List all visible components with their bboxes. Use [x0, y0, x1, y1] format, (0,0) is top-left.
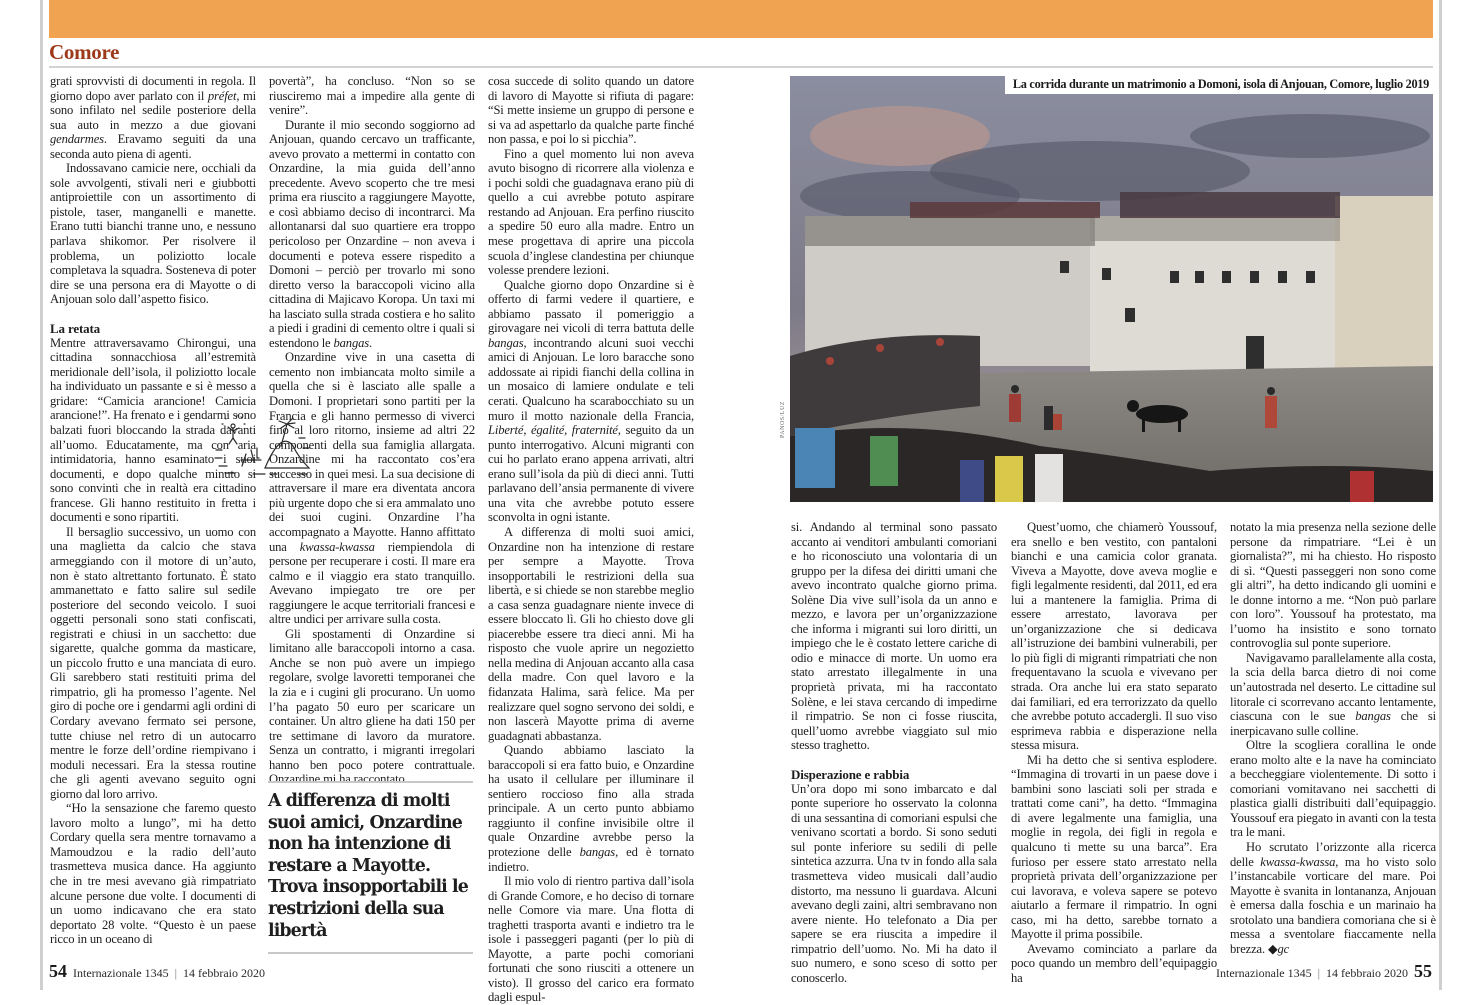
photo-illustration [790, 76, 1433, 502]
page-number: 55 [1414, 961, 1432, 981]
footer-separator: | [174, 966, 178, 980]
paragraph: Quando abbiamo lasciato la baraccopoli si era fatto buio, e Onzardine ha usato il cellulare per illuminare il sentiero roccioso fino alla strada principale. A un certo punto abbiamo raggiunto il confine invisibile oltre il quale Onzardine avrebbe perso la protezione delle bangas, ed è tornato indietro. [488, 743, 694, 874]
paragraph: Navigavamo parallelamente alla costa, la scia della barca dietro di noi come un’autostrada nel deserto. Le cittadine sul litorale ci scorrevano accanto lentamente, ciascuna con le sue bangas che si inerpicavano sulle colline. [1230, 650, 1436, 738]
photo-caption: La corrida durante un matrimonio a Domoni, isola di Anjouan, Comore, luglio 2019 [1005, 76, 1433, 94]
article-column-1 [50, 74, 256, 947]
paragraph: Mentre attraversavamo Chirongui, una cittadina sonnacchiosa all’estremità meridionale dell’isola, il poliziotto locale ha individuato un passante e si è messo a gridare: “Camicia arancione! Camicia arancione!”. Ha frenato e i gendarmi sono balzati fuori bloccando la strada davanti all’uomo. Educatamente, ma con aria intimidatoria, hanno esaminato i suoi documenti, e dopo qualche minuto si sono convinti che in realtà era cittadino francese. Gli hanno restituito in fretta i documenti e sono ripartiti. [50, 335, 256, 525]
paragraph: “Ho la sensazione che faremo questo lavoro molto a lungo”, mi ha detto Cordary quella sera mentre tornavamo a Mamoudzou e la radio dell’auto trasmetteva musica dance. Ha aggiunto che in tre mesi avevano già rimpatriato alcune persone due volte. I documenti di un uomo indicavano che era stato deportato 28 volte. “Questo è un paese ricco in un oceano di [50, 801, 256, 947]
end-diamond-icon: ◆ [1267, 941, 1278, 956]
author-signature: gc [1277, 941, 1290, 956]
page-number: 54 [49, 961, 67, 981]
footer-right [1216, 961, 1432, 982]
page-gutter-rule-right [1439, 0, 1442, 990]
article-column-6 [1230, 520, 1436, 956]
paragraph: cosa succede di solito quando un datore di lavoro di Mayotte si rifiuta di pagare: “Si mette insieme un gruppo di persone e si va ad aspettarlo da qualche parte finché non passa, e poi lo si picchia”. [488, 74, 694, 147]
paragraph: Qualche giorno dopo Onzardine si è offerto di farmi vedere il quartiere, e abbiamo passato il pomeriggio a girovagare nei vicoli di terra battuta delle bangas, incontrando alcuni suoi vecchi amici di Anjouan. Le loro baracche sono addossate ai ripidi fianchi della collina in un mosaico di lamiere ondulate e teli cerati. Qualcuno ha scarabocchiato su un muro il motto nazionale della Francia, Liberté, égalité, fraternité, seguito da un punto interrogativo. Alcuni migranti con cui ho parlato erano appena arrivati, altri erano sull’isola da più di dieci anni. Tutti parlavano dell’ansia permanente di vivere una vita che avrebbe potuto essere sconvolta in ogni istante. [488, 277, 694, 525]
paragraph: Gli spostamenti di Onzardine si limitano alle baraccopoli intorno a casa. Anche se non può avere un impiego regolare, svolge lavoretti temporanei che la zia e i cugini gli procurano. Un uomo l’ha pagato 50 euro per scaricare un container. Un altro gliene ha dati 150 per tre settimane di lavoro da muratore. Senza un contratto, i migranti irregolari hanno ben poco potere contrattuale. Onzardine mi ha raccontato [269, 626, 475, 787]
paragraph: povertà”, ha concluso. “Non so se riusciremo mai a impedire alla gente di venire”. [269, 74, 475, 118]
subheading-la-retata: La retata [50, 320, 101, 336]
paragraph: Fino a quel momento lui non aveva avuto bisogno di ricorrere alla violenza e i pochi soldi che guadagnava erano più di quello a cui avrebbe potuto aspirare restando ad Anjouan. Era perfino riuscito a spedire 50 euro alla madre. Entro un mese progettava di aprire una piccola scuola d’inglese clandestina per chiunque volesse prendere lezioni. [488, 146, 694, 278]
section-title: Comore [49, 40, 120, 64]
paragraph: Il mio volo di rientro partiva dall’isola di Grande Comore, e ho deciso di tornare nelle Comore via mare. Una flotta di traghetti trasporta avanti e indietro tra le isole i passeggeri paganti (per lo più di Mayotte, a parte pochi comoriani fortunati che sono riusciti a ottenere un visto). Il grosso del carico era formato dagli espul- [488, 874, 694, 1005]
article-column-2 [269, 74, 475, 787]
magazine-issue: Internazionale 1345 [1215, 966, 1312, 980]
subheading-disperazione-e-rabbia: Disperazione e rabbia [791, 766, 910, 782]
paragraph: Il bersaglio successivo, un uomo con una maglietta da calcio che stava armeggiando con il motore di un’auto, non è stato altrettanto fortunato. È stato ammanettato e fatto salire sul sedile posteriore del secondo veicolo. I suoi oggetti personali sono stati confiscati, registrati e chiusi in un sacchetto: due sigarette, qualche gomma da masticare, un piccolo frutto e una manciata di euro. Gli sarebbero stati restituiti prima del rimpatrio, gli ha promesso l’agente. Nel giro di poche ore i gendarmi agli ordini di Cordary avevano fermato sei persone, tutte chiuse nel retro di un autocarro mentre le forze dell’ordine riempivano i moduli necessari. Era la stessa routine che gli agenti avevano seguito ogni giorno dal loro arrivo. [50, 524, 256, 801]
article-column-5 [1011, 520, 1217, 986]
paragraph: Oltre la scogliera corallina le onde erano molto alte e la nave ha cominciato a beccheggiare violentemente. Di sotto i comoriani vomitavano nei sacchetti di plastica gialli distribuiti dall’equipaggio. Youssouf era piegato in avanti con la testa tra le mani. [1230, 738, 1436, 840]
paragraph: A differenza di molti suoi amici, Onzardine non ha intenzione di restare per sempre a Mayotte. Trova insopportabili le restrizioni della sua libertà, e si chiede se non starebbe meglio a casa senza guadagnare niente invece di essere bloccato lì. Gli ho chiesto dove gli piacerebbe essere tra dieci anni. Mi ha risposto che vuole aprire un negozietto nella medina di Anjouan accanto alla casa della madre. Con quel lavoro e la fidanzata Halima, sarà felice. Ma per realizzare quel sogno servono dei soldi, e non lascerà Mayotte prima di averne guadagnati abbastanza. [488, 524, 694, 743]
bullfight-photo [790, 76, 1433, 502]
article-column-4 [791, 520, 997, 985]
footer-separator: | [1317, 966, 1321, 980]
section-color-banner [49, 0, 1433, 38]
paragraph: grati sprovvisti di documenti in regola. Il giorno dopo aver parlato con il préfet, mi sono infilato nel sedile posteriore della sua auto in mezzo a due giovani gendarmes. Eravamo seguiti da una seconda auto piena di agenti. [50, 74, 256, 161]
article-column-3 [488, 74, 694, 1005]
photo-credit: PANOS/LUZ [780, 401, 786, 438]
issue-date: 14 febbraio 2020 [1326, 966, 1408, 980]
header-divider [49, 66, 1433, 68]
paragraph: notato la mia presenza nella sezione delle persone da rimpatriare. “Lei è un giornalista?”, mi ha chiesto. Ho risposto di sì. “Questi passeggeri non sono come gli altri”, ha detto indicando gli uomini e le donne intorno a me. “Non può parlare con loro”. Youssouf ha protestato, ma l’uomo ha insistito e sono tornato controvoglia sul ponte superiore. [1230, 520, 1436, 651]
magazine-issue: Internazionale 1345 [73, 966, 169, 980]
paragraph: Quest’uomo, che chiamerò Youssouf, era snello e ben vestito, con pantaloni bianchi e una camicia color granata. Viveva a Mayotte, dove aveva moglie e figli legalmente residenti, dal 2011, ed era lui a mantenere la famiglia. Prima di essere arrestato, lavorava per un’organizzazione che si dedicava all’istruzione dei bambini vulnerabili, per lo più figli di migranti rimpatriati che non frequentavano la scuola e vivevano per strada. Ora anche lui era stato separato dai familiari, ed era terrorizzato da quello che avrebbe potuto accadergli. Il suo viso esprimeva rabbia e disperazione nella stessa misura. [1011, 520, 1217, 753]
page-gutter-rule-left [40, 0, 43, 990]
pull-quote-text: A differenza di molti suoi amici, Onzardine non ha intenzione di restare a Mayotte. Trova insopportabili le restrizioni della sua libertà [268, 791, 468, 941]
paragraph: Avevamo cominciato a parlare da poco quando un membro dell’equipaggio ha [1011, 941, 1217, 985]
paragraph: Un’ora dopo mi sono imbarcato e dal ponte superiore ho osservato la colonna di una sessantina di comoriani espulsi che venivano scortati a bordo. Si sono seduti sul ponte inferiore su sedili di pelle sintetica azzurra. Una tv in fondo alla sala trasmetteva video musicali dall’audio distorto, ma nessuno li guardava. Alcuni avevano degli zaini, altri sembravano non avere niente. Ho telefonato a Dia per sapere se era riuscita a impedire il rimpatrio dell’uomo. No. Mi ha dato il suo numero, e sono sceso di sotto per conoscerlo. [791, 781, 997, 985]
pull-quote [268, 781, 473, 954]
paragraph: Ho scrutato l’orizzonte alla ricerca delle kwassa-kwassa, ma ho visto solo l’instancabile vorticare del mare. Poi Mayotte è svanita in lontananza, Anjouan è emersa dalla foschia e un marinaio ha srotolato una bandiera comoriana che si è messa a sventolare fiaccamente nella brezza. ◆gc [1230, 840, 1436, 956]
paragraph: Durante il mio secondo soggiorno ad Anjouan, quando cercavo un trafficante, avevo provato a mettermi in contatto con Onzardine, la mia guida dell’anno precedente. Avevo scoperto che tre mesi prima era riuscito a raggiungere Mayotte, e così abbiamo deciso di incontrarci. Ma allontanarsi dal suo quartiere era troppo pericoloso per Onzardine – non aveva i documenti e poteva essere rispedito a Domoni – perciò per trovarlo mi sono diretto verso la baraccopoli vicino alla cittadina di Majicavo Koropa. Un taxi mi ha lasciato sulla strada costiera e ho salito a piedi i gradini di cemento oltre i quali si estendono le bangas. [269, 117, 475, 350]
footer-left [49, 961, 265, 982]
paragraph: Indossavano camicie nere, occhiali da sole avvolgenti, stivali neri e giubbotti antiproiettile con un assortimento di pistole, taser, manganelli e manette. Erano tutti bianchi tranne uno, e nessuno parlava shikomor. Per risolvere il problema, un poliziotto locale completava la squadra. Sosteneva di poter dire se una persona era di Mayotte o di Anjouan solo dall’aspetto fisico. [50, 161, 256, 307]
paragraph: Onzardine vive in una casetta di cemento non imbiancata molto simile a quella che si è lasciato alle spalle a Domoni. I proprietari sono partiti per la Francia e gli hanno permesso di viverci fino al loro ritorno, insieme ad altri 22 componenti della sua famiglia allargata. Onzardine mi ha raccontato cos’era successo in quei mesi. La sua decisione di attraversare il mare era diventata ancora più urgente dopo che si era ammalato uno dei suoi cugini. Onzardine l’ha accompagnato a Mayotte. Hanno affittato una kwassa-kwassa riempiendola di persone per recuperare i costi. Il mare era calmo e il viaggio era stato tranquillo. Avevano impiegato tre ore per raggiungere le acque territoriali francesi e altre undici per arrivare sulla costa. [269, 350, 476, 627]
issue-date: 14 febbraio 2020 [183, 966, 266, 980]
paragraph: si. Andando al terminal sono passato accanto ai venditori ambulanti comoriani e ho riconosciuto una volontaria di un gruppo per la difesa dei diritti umani che avevo incontrato qualche giorno prima. Solène Dia vive sull’isola da un anno e mezzo, e lavora per un’organizzazione che informa i migranti sui loro diritti, un impiego che le è costato lettere cariche di odio e minacce di morte. Un uomo era stato arrestato illegalmente in una proprietà privata, mi ha raccontato Solène, e lei stava cercando di impedirne il rimpatrio. Se non ci fosse riuscita, quell’uomo avrebbe viaggiato sul mio stesso traghetto. [791, 520, 997, 753]
paragraph: Mi ha detto che si sentiva esplodere. “Immagina di trovarti in un paese dove i bambini sono lasciati soli per strada e trattati come cani”, ha detto. “Immagina di avere legalmente una famiglia, una moglie in regola, dei figli in regola e qualcuno ti mette su una barca”. Era furioso per essere stato arrestato nella proprietà privata dell’organizzazione per cui lavorava, e voleva sapere se potevo aiutarlo a fermare il rimpatrio. In ogni caso, mi ha detto, sarebbe tornato a Mayotte il prima possibile. [1011, 752, 1217, 942]
